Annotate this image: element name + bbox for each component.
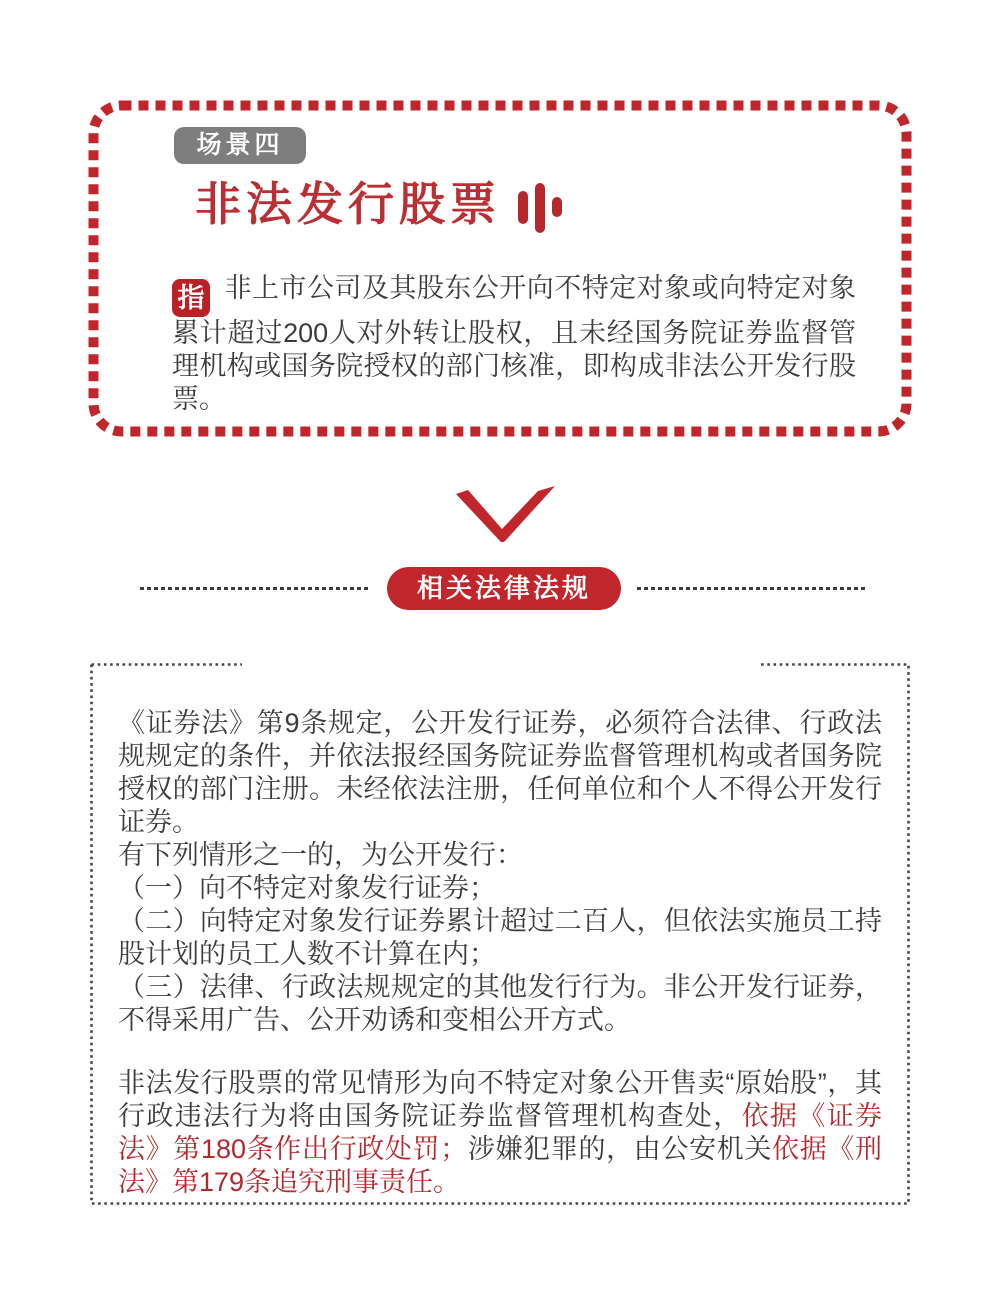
closing-paragraph (118, 1067, 882, 1199)
page-title: 非法发行股票 (195, 178, 501, 230)
divider-dash-right (637, 587, 868, 590)
closing-segment: 非法发行股票的常见情形为向不特定对象公开售卖“原始股”，其行政违法行为将由国务院证券监督管理机构查处， (118, 1068, 882, 1131)
closing-segment-highlight: 依据《刑法》第179条追究刑事责任。 (118, 1134, 883, 1197)
scenario-description-text: 非上市公司及其股东公开向不特定对象或向特定对象累计超过200人对外转让股权，且未经国务院证券监督管理机构或国务院授权的部门核准，即构成非法公开发行股票。 (172, 273, 856, 414)
scenario-card (88, 100, 912, 437)
chevron-down-icon (448, 484, 558, 542)
law-paragraph: （三）法律、行政法规规定的其他发行行为。非公开发行证券，不得采用广告、公开劝诱和变相公开方式。 (118, 972, 882, 1035)
section-divider (140, 567, 868, 610)
scene-badge: 场景四 (174, 127, 306, 164)
zhi-badge: 指 (172, 279, 210, 317)
law-paragraph: 《证券法》第9条规定，公开发行证券，必须符合法律、行政法规规定的条件，并依法报经国务院证券监督管理机构或者国务院授权的部门注册。未经依法注册，任何单位和个人不得公开发行证券。 (118, 708, 882, 837)
law-text-block (118, 707, 882, 1199)
divider-dash-left (140, 587, 371, 590)
law-paragraph: （二）向特定对象发行证券累计超过二百人，但依法实施员工持股计划的员工人数不计算在内； (118, 906, 882, 969)
waveform-bars-icon (516, 183, 564, 235)
law-paragraph: 有下列情形之一的，为公开发行： (118, 840, 523, 870)
closing-segment-highlight: 依据《证券法》第180条作出行政处罚； (118, 1101, 883, 1164)
law-paragraph: （一）向不特定对象发行证券； (118, 873, 496, 903)
section-title-pill: 相关法律法规 (387, 567, 621, 610)
scenario-description (172, 272, 856, 416)
closing-segment: 涉嫌犯罪的，由公安机关 (467, 1134, 773, 1164)
law-card (90, 663, 910, 1205)
